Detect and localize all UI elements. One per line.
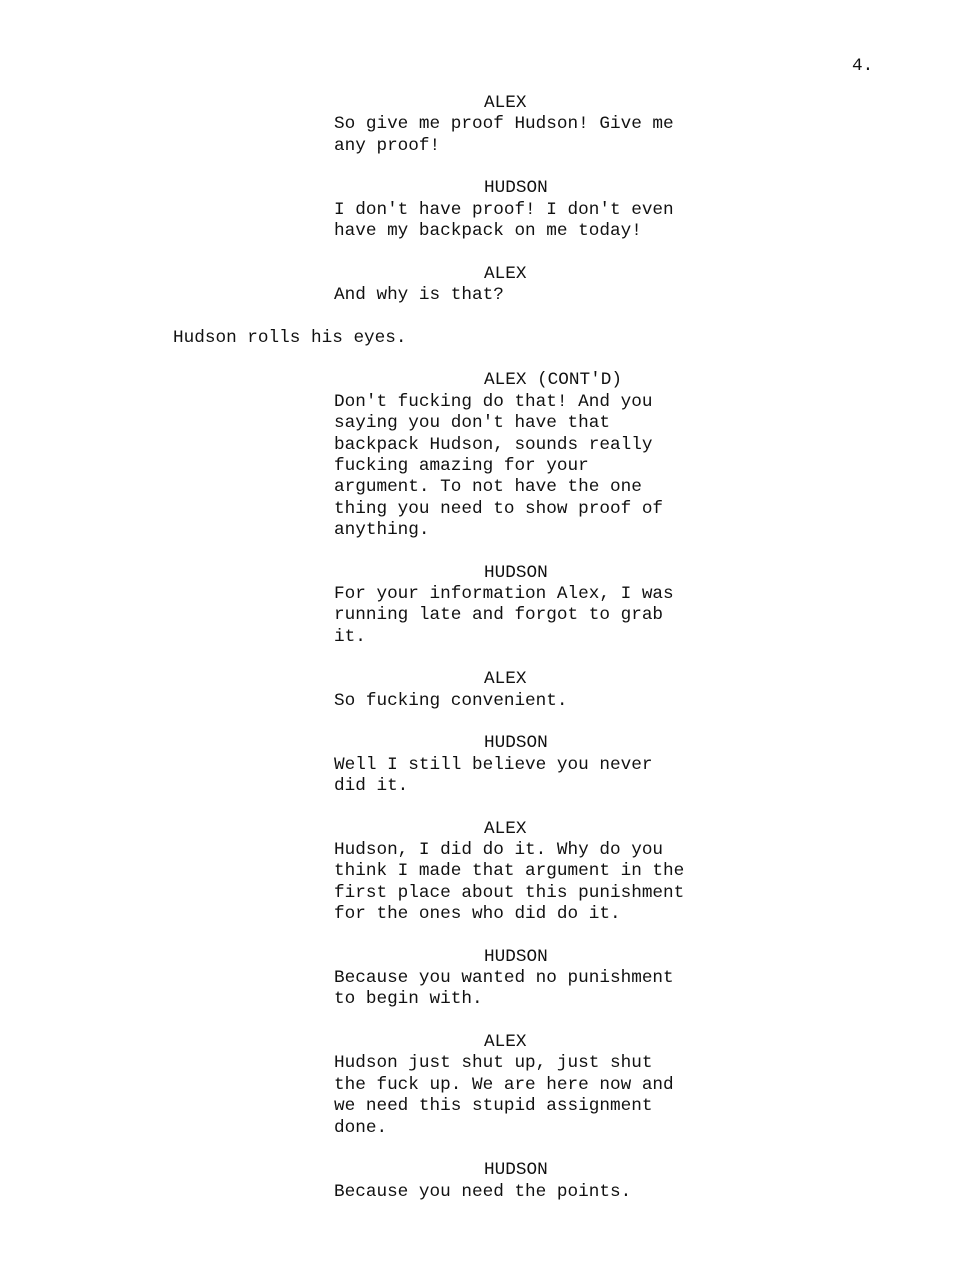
dialogue-block	[0, 93, 980, 157]
dialogue-text: So give me proof Hudson! Give me any proof!	[334, 114, 674, 156]
dialogue-text: Because you need the points.	[334, 1181, 632, 1202]
dialogue-text: Don't fucking do that! And you saying you don't have that backpack Hudson, sounds really fucking amazing for your argument. To not have the one thing you need to show proof of anything.	[334, 391, 664, 540]
character-name: HUDSON	[484, 733, 548, 754]
dialogue-block	[0, 178, 980, 242]
dialogue-block	[0, 669, 980, 712]
dialogue-text: Hudson, I did do it. Why do you think I made that argument in the first place about this punishment for the ones who did do it.	[334, 840, 685, 925]
character-name: ALEX (CONT'D)	[484, 370, 622, 391]
dialogue-block	[0, 733, 980, 797]
action-line: Hudson rolls his eyes.	[173, 327, 407, 348]
dialogue-block	[0, 1032, 980, 1139]
character-name: ALEX	[484, 93, 527, 113]
character-name: HUDSON	[484, 562, 548, 583]
character-name: HUDSON	[484, 1160, 548, 1181]
dialogue-text: Because you wanted no punishment to begin with.	[334, 968, 674, 1010]
dialogue-block	[0, 947, 980, 1011]
character-name: ALEX	[484, 1032, 527, 1053]
dialogue-block	[0, 370, 980, 541]
character-name: ALEX	[484, 818, 527, 839]
dialogue-block	[0, 264, 980, 307]
character-name: ALEX	[484, 669, 527, 690]
dialogue-block	[0, 1160, 980, 1203]
dialogue-text: Hudson just shut up, just shut the fuck up. We are here now and we need this stupid assignment done.	[334, 1053, 674, 1138]
dialogue-text: So fucking convenient.	[334, 690, 568, 711]
dialogue-block	[0, 563, 980, 648]
character-name: HUDSON	[484, 178, 548, 199]
page-number: 4.	[852, 56, 874, 76]
dialogue-text: I don't have proof! I don't even have my backpack on me today!	[334, 199, 674, 242]
dialogue-text: And why is that?	[334, 285, 504, 306]
dialogue-text: Well I still believe you never did it.	[334, 754, 653, 796]
screenplay-body	[0, 93, 980, 1224]
character-name: ALEX	[484, 263, 527, 284]
dialogue-text: For your information Alex, I was running late and forgot to grab it.	[334, 583, 674, 647]
dialogue-block	[0, 819, 980, 926]
character-name: HUDSON	[484, 946, 548, 967]
